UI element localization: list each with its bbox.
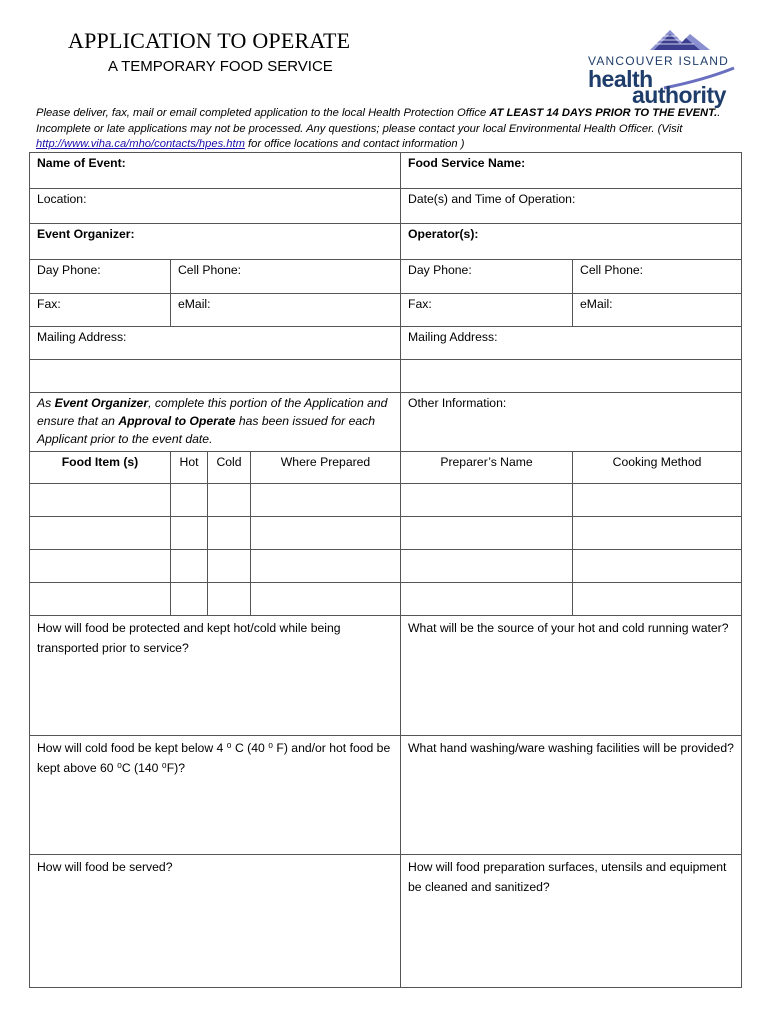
where-prepared-cell[interactable]	[251, 517, 401, 550]
cooking-method-cell[interactable]	[573, 583, 742, 616]
where-prepared-cell[interactable]	[251, 550, 401, 583]
cold-cell[interactable]	[208, 517, 251, 550]
operator-email-field[interactable]: eMail:	[573, 294, 742, 327]
cooking-method-cell[interactable]	[573, 550, 742, 583]
organizer-mailing-address-field[interactable]: Mailing Address:	[30, 327, 401, 360]
logo-line2: health	[588, 66, 653, 92]
logo-line3: authority	[632, 82, 726, 108]
event-organizer-field[interactable]: Event Organizer:	[30, 224, 401, 260]
serving-question-field[interactable]: How will food be served?	[30, 855, 401, 988]
header-cooking-method: Cooking Method	[573, 452, 742, 484]
contacts-link[interactable]: http://www.viha.ca/mho/contacts/hpes.htm	[36, 138, 245, 150]
cooking-method-cell[interactable]	[573, 484, 742, 517]
cooking-method-cell[interactable]	[573, 517, 742, 550]
organizer-note: As Event Organizer, complete this portion of the Application and ensure that an Approval to Operate has been issued for each Applicant prior to the event date.	[30, 393, 401, 452]
organizer-address-line-2[interactable]	[30, 360, 401, 393]
where-prepared-cell[interactable]	[251, 583, 401, 616]
preparer-cell[interactable]	[401, 484, 573, 517]
header-hot: Hot	[171, 452, 208, 484]
hot-cell[interactable]	[171, 484, 208, 517]
hot-cell[interactable]	[171, 517, 208, 550]
application-form	[29, 152, 742, 988]
intro-instructions: Please deliver, fax, mail or email completed application to the local Health Protection Office AT LEAST 14 DAYS PRIOR TO THE EVENT.. Incomplete or late applications may not be processed. Any questions; please contact your local Environmental Health Officer. (Visit http://www.viha.ca/mho/contacts/hpes.htm for office locations and contact information )	[36, 107, 721, 150]
table-row	[30, 550, 742, 583]
cold-cell[interactable]	[208, 583, 251, 616]
operator-address-line-2[interactable]	[401, 360, 742, 393]
water-source-question-field[interactable]: What will be the source of your hot and cold running water?	[401, 616, 742, 736]
preparer-cell[interactable]	[401, 550, 573, 583]
name-of-event-field[interactable]: Name of Event:	[30, 153, 401, 189]
header-cold: Cold	[208, 452, 251, 484]
viha-logo	[584, 28, 744, 108]
operator-day-phone-field[interactable]: Day Phone:	[401, 260, 573, 294]
form-subtitle: A TEMPORARY FOOD SERVICE	[108, 58, 333, 75]
table-row	[30, 583, 742, 616]
handwashing-question-field[interactable]: What hand washing/ware washing facilities will be provided?	[401, 736, 742, 855]
food-item-cell[interactable]	[30, 517, 171, 550]
dates-times-field[interactable]: Date(s) and Time of Operation:	[401, 189, 742, 224]
table-row	[30, 484, 742, 517]
operator-cell-phone-field[interactable]: Cell Phone:	[573, 260, 742, 294]
cold-cell[interactable]	[208, 550, 251, 583]
organizer-fax-field[interactable]: Fax:	[30, 294, 171, 327]
header-where-prepared: Where Prepared	[251, 452, 401, 484]
temperature-question-field[interactable]: How will cold food be kept below 4 ⁰ C (40 ⁰ F) and/or hot food be kept above 60 ⁰C (140 ⁰F)?	[30, 736, 401, 855]
food-service-name-field[interactable]: Food Service Name:	[401, 153, 742, 189]
hot-cell[interactable]	[171, 583, 208, 616]
preparer-cell[interactable]	[401, 517, 573, 550]
cold-cell[interactable]	[208, 484, 251, 517]
hot-cell[interactable]	[171, 550, 208, 583]
organizer-cell-phone-field[interactable]: Cell Phone:	[171, 260, 401, 294]
operator-mailing-address-field[interactable]: Mailing Address:	[401, 327, 742, 360]
operators-field[interactable]: Operator(s):	[401, 224, 742, 260]
other-information-field[interactable]: Other Information:	[401, 393, 742, 452]
location-field[interactable]: Location:	[30, 189, 401, 224]
food-item-cell[interactable]	[30, 550, 171, 583]
organizer-day-phone-field[interactable]: Day Phone:	[30, 260, 171, 294]
table-row	[30, 517, 742, 550]
form-title: APPLICATION TO OPERATE	[68, 28, 351, 53]
food-item-cell[interactable]	[30, 484, 171, 517]
transport-question-field[interactable]: How will food be protected and kept hot/cold while being transported prior to service?	[30, 616, 401, 736]
header-food-item: Food Item (s)	[30, 452, 171, 484]
sanitizing-question-field[interactable]: How will food preparation surfaces, utensils and equipment be cleaned and sanitized?	[401, 855, 742, 988]
logo-line1: VANCOUVER ISLAND	[588, 54, 730, 68]
organizer-email-field[interactable]: eMail:	[171, 294, 401, 327]
header-preparers-name: Preparer’s Name	[401, 452, 573, 484]
food-item-cell[interactable]	[30, 583, 171, 616]
where-prepared-cell[interactable]	[251, 484, 401, 517]
preparer-cell[interactable]	[401, 583, 573, 616]
operator-fax-field[interactable]: Fax:	[401, 294, 573, 327]
